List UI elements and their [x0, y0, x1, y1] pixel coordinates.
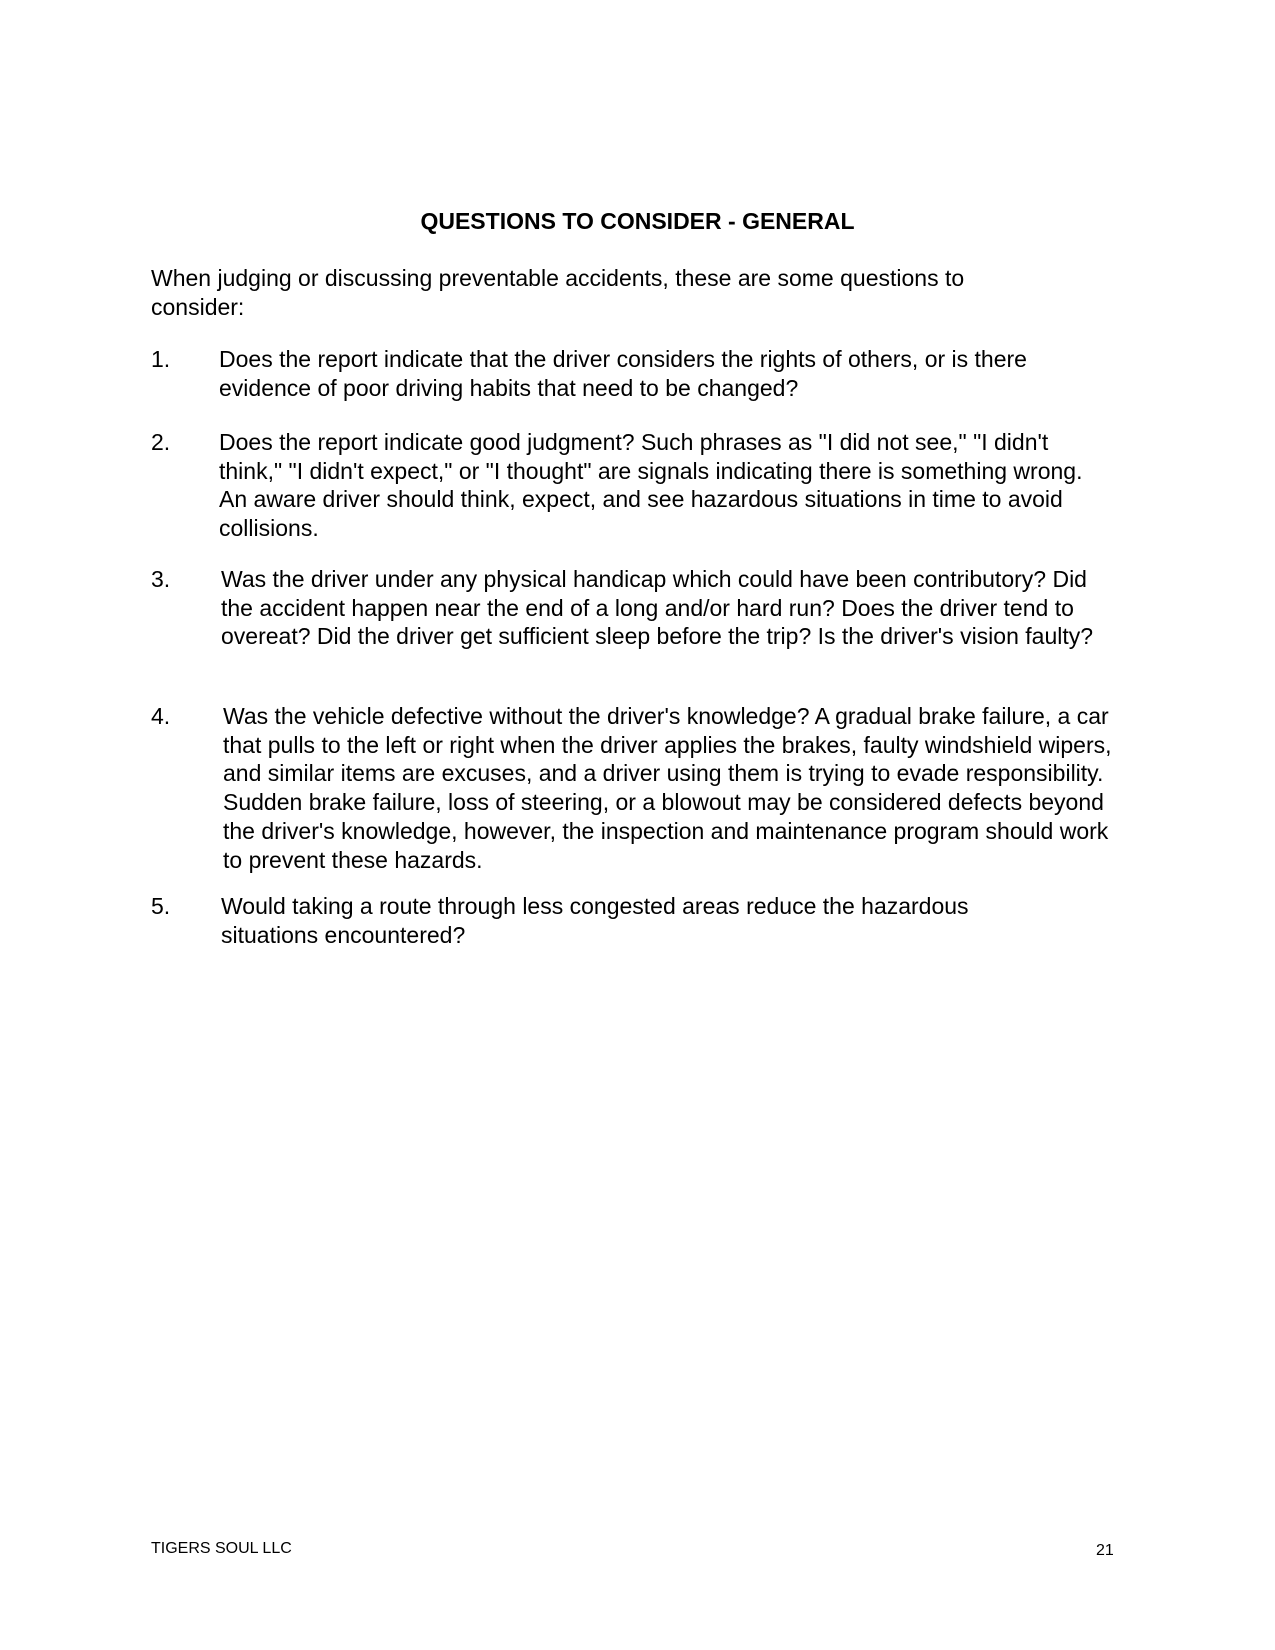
question-text: Does the report indicate good judgment? Such phrases as "I did not see," "I didn't think," "I didn't expect," or "I thought" are signals indicating there is something wrong. An aware driver should think, expect, and see hazardous situations in time to avoid collisions. [219, 429, 1083, 542]
question-item [151, 565, 1131, 651]
question-item [151, 892, 1131, 949]
question-text: Was the vehicle defective without the driver's knowledge? A gradual brake failure, a car that pulls to the left or right when the driver applies the brakes, faulty windshield wipers, and similar items are excuses, and a driver using them is trying to evade responsibility. Sudden brake failure, loss of steering, or a blowout may be considered defects beyond the driver's knowledge, however, the inspection and maintenance program should work to prevent these hazards. [223, 703, 1112, 873]
question-text: Was the driver under any physical handicap which could have been contributory? Did the accident happen near the end of a long and/or hard run? Does the driver tend to overeat? Did the driver get sufficient sleep before the trip? Is the driver's vision faulty? [221, 566, 1094, 650]
question-number: 3. [151, 566, 171, 592]
question-text: Would taking a route through less congested areas reduce the hazardous situations encountered? [221, 893, 969, 948]
question-number: 4. [151, 703, 171, 729]
footer-company: TIGERS SOUL LLC [151, 1540, 292, 1557]
question-number: 5. [151, 893, 171, 919]
question-number: 2. [151, 429, 171, 455]
question-number: 1. [151, 346, 171, 372]
question-item [151, 702, 1131, 874]
question-text: Does the report indicate that the driver considers the rights of others, or is there evidence of poor driving habits that need to be changed? [219, 346, 1027, 401]
intro-paragraph: When judging or discussing preventable accidents, these are some questions to consider: [151, 265, 965, 320]
page-title: QUESTIONS TO CONSIDER - GENERAL [420, 208, 855, 234]
footer-page-number: 21 [1096, 1542, 1114, 1559]
question-item [151, 428, 1131, 543]
question-item [151, 345, 1131, 402]
